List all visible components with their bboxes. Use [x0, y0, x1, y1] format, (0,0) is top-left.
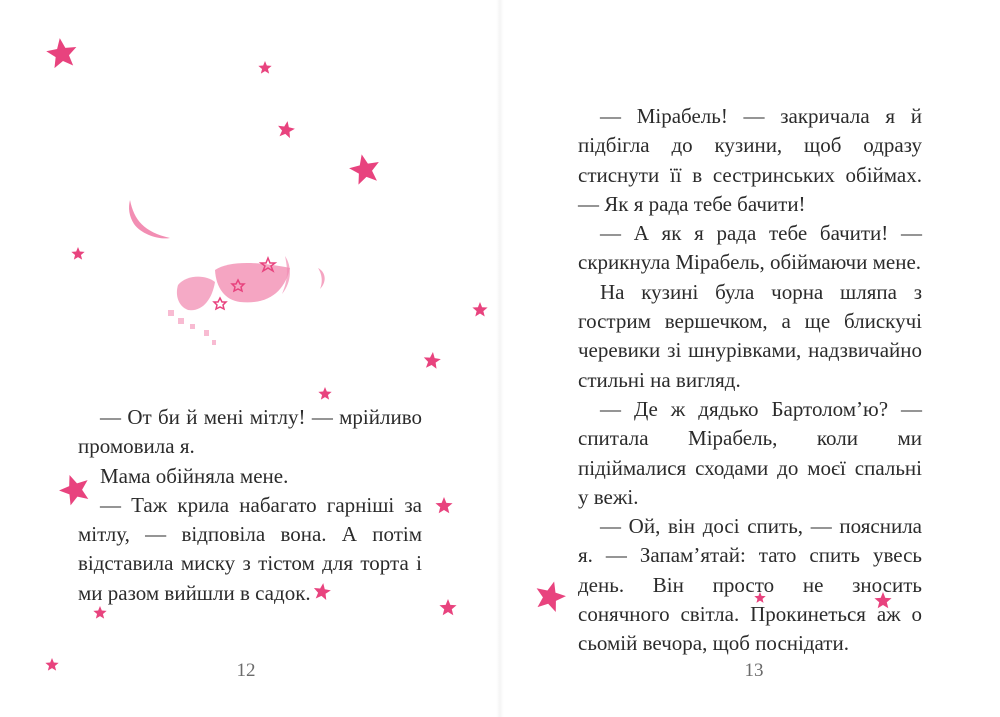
page-number: 12	[236, 660, 256, 681]
left-page-text	[78, 403, 422, 608]
paragraph: — От би й мені мітлу! — мрійливо промовила я.	[78, 405, 422, 459]
paragraph: — Таж крила набагато гарніші за мітлу, — відповіла вона. А потім відставила миску з тістом для торта і ми разом вийшли в садок.	[78, 492, 422, 605]
paragraph: — Ой, він досі спить, — пояснила я. — Запамʼятай: тато спить увесь день. Він просто не зносить сонячного світла. Прокинеться аж о сьомій вечора, щоб поснідати.	[578, 514, 922, 656]
paragraph: На кузині була чорна шляпа з гострим вершечком, а ще блискучі черевики зі шнурівками, надзвичайно стильні на вигляд.	[578, 279, 922, 392]
paragraph: — Де ж дядько Бартоломʼю? — спитала Мірабель, коли ми підіймалися сходами до моєї спальні у вежі.	[578, 396, 922, 509]
right-page	[500, 0, 1000, 717]
right-page-text	[578, 102, 922, 659]
paragraph: Мама обійняла мене.	[100, 463, 289, 488]
paragraph: — Мірабель! — закричала я й підбігла до кузини, щоб одразу стиснути її в сестринських обіймах. — Як я рада тебе бачити!	[578, 104, 922, 216]
page-number: 13	[744, 660, 764, 681]
paragraph: — А як я рада тебе бачити! — скрикнула Мірабель, обіймаючи мене.	[578, 221, 922, 275]
